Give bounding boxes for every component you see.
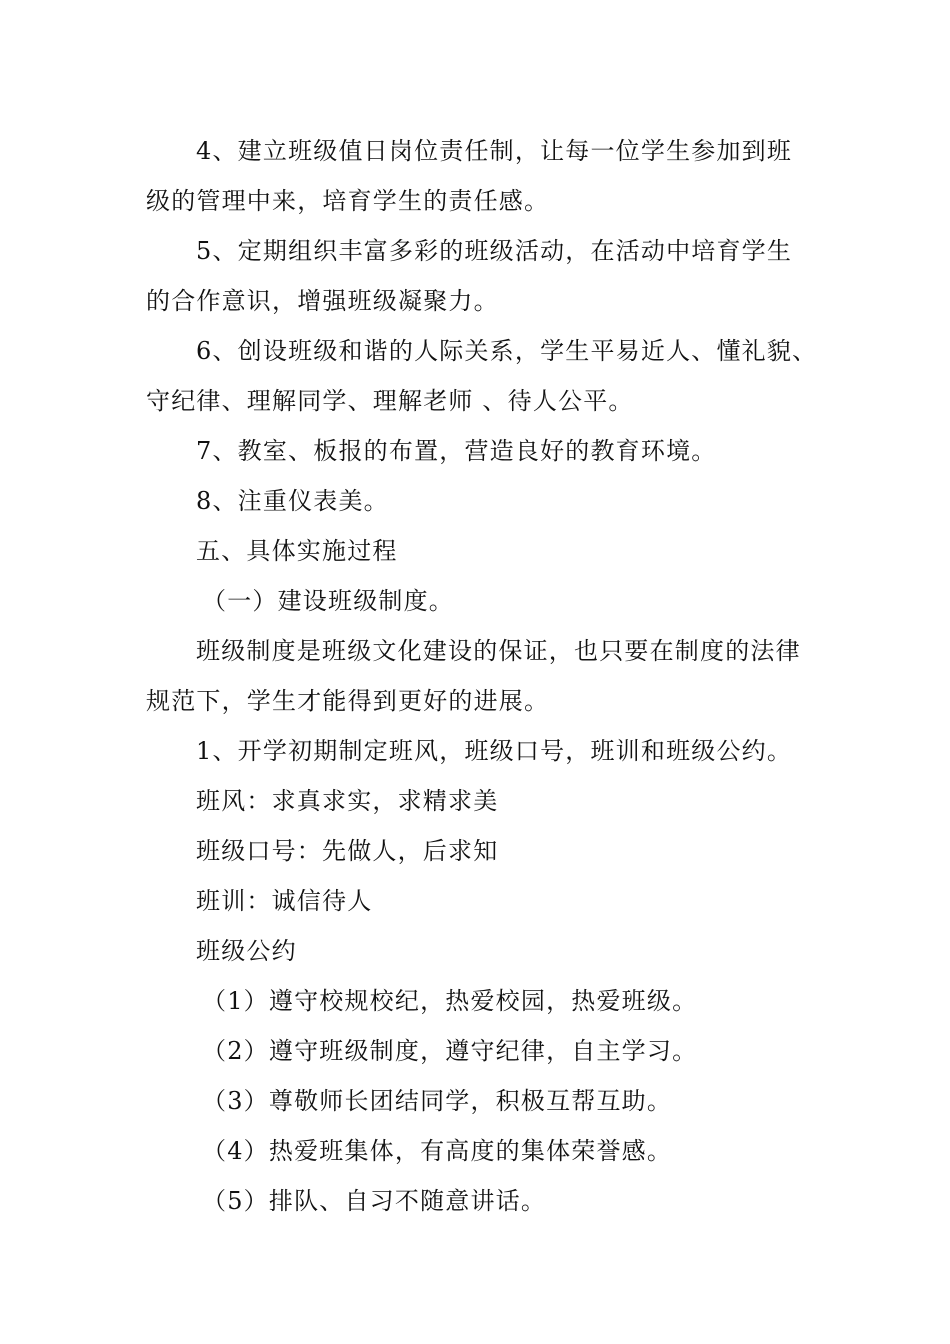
paragraph-step-1: 1、开学初期制定班风，班级口号，班训和班级公约。 [196,737,793,765]
class-motto-line: 班训：诚信待人 [196,887,373,915]
class-convention-heading: 班级公约 [196,937,297,965]
paragraph-intro: 班级制度是班级文化建设的保证，也只要在制度的法律规范下，学生才能得到更好的进展。 [146,637,801,715]
paragraph-item-7: 7、教室、板报的布置，营造良好的教育环境。 [196,437,717,465]
document-body [146,126,836,1226]
convention-rule-2: （2）遵守班级制度，遵守纪律，自主学习。 [202,1037,698,1065]
section-heading: 五、具体实施过程 [196,537,398,565]
paragraph-item-6: 6、创设班级和谐的人际关系，学生平易近人、懂礼貌、守纪律、理解同学、理解老师 、待人公平。 [146,337,818,415]
paragraph-item-4: 4、建立班级值日岗位责任制，让每一位学生参加到班级的管理中来，培育学生的责任感。 [146,137,793,215]
convention-rule-3: （3）尊敬师长团结同学，积极互帮互助。 [202,1087,673,1115]
paragraph-item-5: 5、定期组织丰富多彩的班级活动，在活动中培育学生的合作意识，增强班级凝聚力。 [146,237,793,315]
class-slogan-line: 班级口号：先做人，后求知 [196,837,499,865]
convention-rule-1: （1）遵守校规校纪，热爱校园，热爱班级。 [202,987,698,1015]
class-style-line: 班风：求真求实，求精求美 [196,787,499,815]
paragraph-item-8: 8、注重仪表美。 [196,487,389,515]
convention-rule-4: （4）热爱班集体，有高度的集体荣誉感。 [202,1137,673,1165]
convention-rule-5: （5）排队、自习不随意讲话。 [202,1187,547,1215]
subsection-heading: （一）建设班级制度。 [202,587,454,615]
